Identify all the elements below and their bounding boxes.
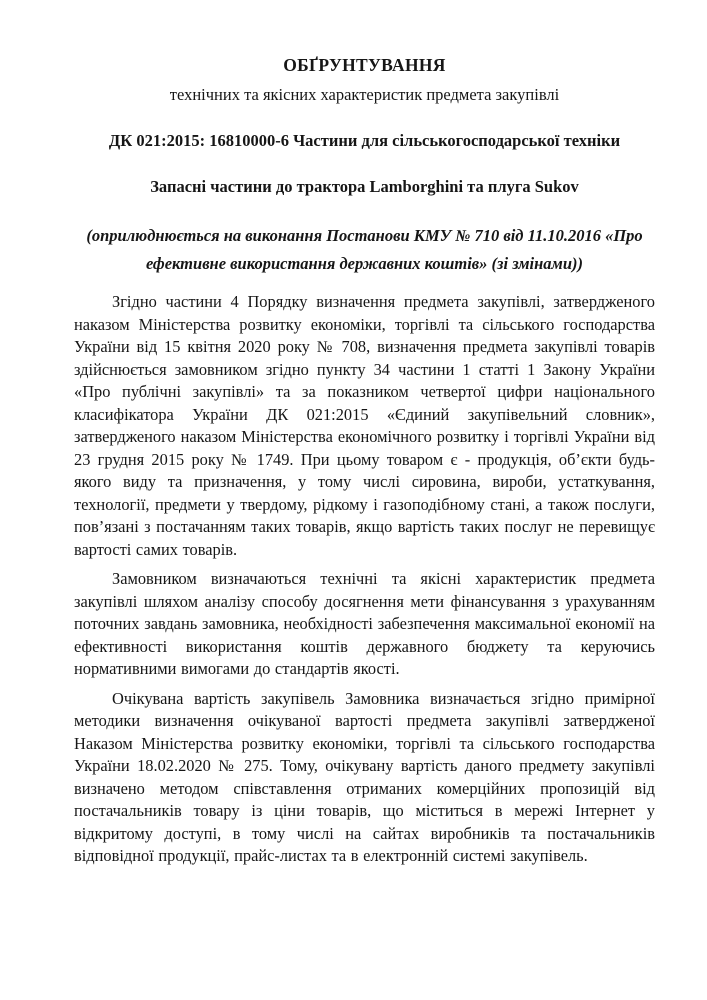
paragraph-subject-definition: Згідно частини 4 Порядку визначення предмета закупівлі, затвердженого наказом Міністерства розвитку економіки, торгівлі та сільського господарства України від 15 квітня 2020 року № 708, визначення предмета закупівлі товарів здійснюється замовником згідно пункту 34 частини 1 статті 1 Закону України «Про публічні закупівлі» та за показником четвертої цифри національного класифікатора України ДК 021:2015 «Єдиний закупівельний словник», затвердженого наказом Міністерства економічного розвитку і торгівлі України від 23 грудня 2015 року № 1749. При цьому товаром є - продукція, об’єкти будь-якого виду та призначення, у тому числі сировина, вироби, устаткування, технології, предмети у твердому, рідкому і газоподібному стані, а також послуги, пов’язані з постачанням таких товарів, якщо вартість таких послуг не перевищує вартості самих товарів.	[74, 292, 655, 559]
document-subtitle: технічних та якісних характеристик предмета закупівлі	[169, 85, 560, 104]
legal-publication-note: (оприлюднюється на виконання Постанови КМУ № 710 від 11.10.2016 «Про ефективне використання державних коштів» (зі змінами))	[86, 226, 643, 273]
procurement-subject-line: Запасні частини до трактора Lamborghini та плуга Sukov	[150, 177, 579, 196]
paragraph-characteristics-determination: Замовником визначаються технічні та якісні характеристик предмета закупівлі шляхом аналізу способу досягнення мети фінансування з урахуванням поточних завдань замовника, необхідності забезпечення максимальної економії на ефективності використання коштів державного бюджету та керуючись нормативними вимогами до стандартів якості.	[74, 569, 655, 678]
document-title: ОБҐРУНТУВАННЯ	[283, 55, 446, 75]
paragraph-expected-value: Очікувана вартість закупівель Замовника визначається згідно примірної методики визначення очікуваної вартості предмета закупівлі затвердженої Наказом Міністерства розвитку економіки, торгівлі та сільського господарства України 18.02.2020 № 275. Тому, очікувану вартість даного предмету закупівлі визначено методом співставлення отриманих комерційних пропозицій від постачальників товару із ціни товарів, що міститься в мережі Інтернет у відкритому доступі, в тому числі на сайтах виробників та постачальників відповідної продукції, прайс-листах та в електронній системі закупівель.	[74, 688, 655, 865]
dk-classification-line: ДК 021:2015: 16810000-6 Частини для сільськогосподарської техніки	[108, 131, 621, 150]
